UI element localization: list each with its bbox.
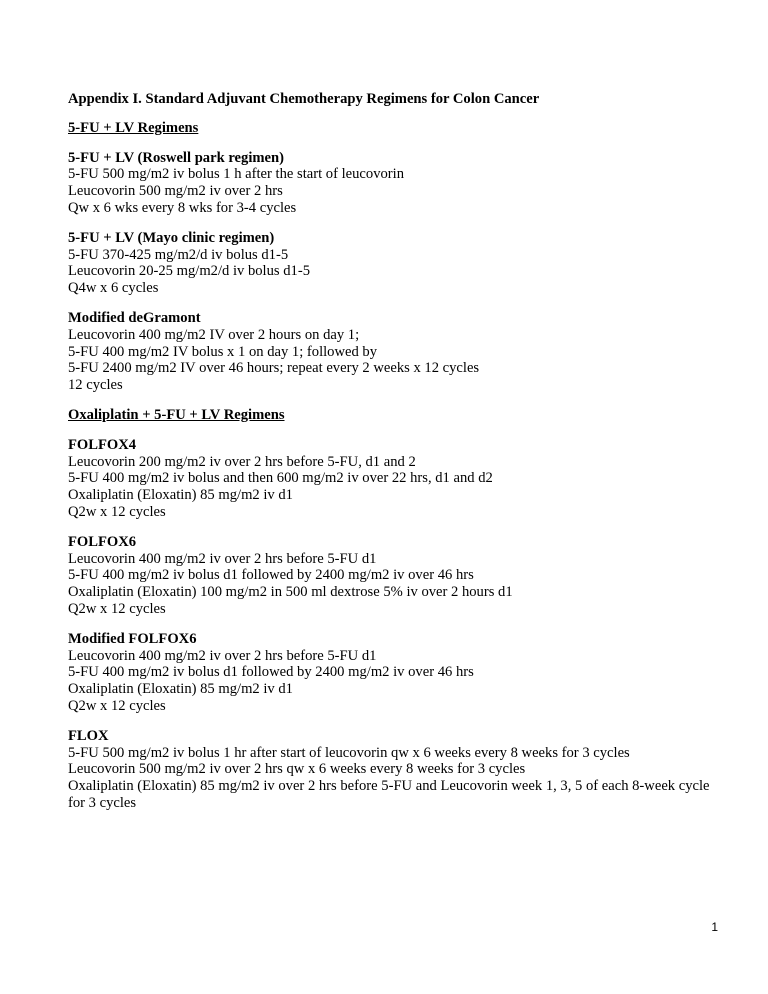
regimen-line: 5-FU 370-425 mg/m2/d iv bolus d1-5 (68, 246, 289, 263)
regimen-name: 5-FU + LV (Mayo clinic regimen) (68, 229, 275, 246)
regimen-name: FOLFOX4 (68, 436, 137, 453)
regimen-line: 12 cycles (68, 377, 123, 394)
document-title: Appendix I. Standard Adjuvant Chemotherapy Regimens for Colon Cancer (68, 91, 540, 107)
regimen-line: 5-FU 400 mg/m2 IV bolus x 1 on day 1; followed by (68, 343, 378, 360)
regimen-line: Oxaliplatin (Eloxatin) 85 mg/m2 iv d1 (68, 487, 293, 504)
regimen-name: Modified FOLFOX6 (68, 630, 197, 647)
regimen-name: Modified deGramont (68, 309, 201, 326)
regimen-line: Oxaliplatin (Eloxatin) 85 mg/m2 iv d1 (68, 681, 293, 698)
regimen-line: Leucovorin 500 mg/m2 iv over 2 hrs (68, 183, 283, 200)
regimen-line: Q2w x 12 cycles (68, 697, 166, 714)
section-heading-5fu-lv: 5-FU + LV Regimens (68, 119, 199, 136)
regimen-line: Q4w x 6 cycles (68, 280, 159, 297)
regimen-line: Q2w x 12 cycles (68, 600, 166, 617)
regimen-name: 5-FU + LV (Roswell park regimen) (68, 149, 284, 166)
regimen-line: 5-FU 400 mg/m2 iv bolus d1 followed by 2400 mg/m2 iv over 46 hrs (68, 567, 474, 584)
regimen-line: Leucovorin 400 mg/m2 IV over 2 hours on day 1; (68, 326, 360, 343)
regimen-modified-degramont (68, 310, 728, 394)
regimen-name: FLOX (68, 727, 109, 744)
regimen-line: Q2w x 12 cycles (68, 503, 166, 520)
regimen-line: Oxaliplatin (Eloxatin) 100 mg/m2 in 500 ml dextrose 5% iv over 2 hours d1 (68, 584, 513, 601)
page-number: 1 (711, 920, 718, 934)
regimen-folfox4 (68, 437, 728, 521)
regimen-line: 5-FU 400 mg/m2 iv bolus and then 600 mg/m2 iv over 22 hrs, d1 and d2 (68, 470, 493, 487)
regimen-line: Leucovorin 400 mg/m2 iv over 2 hrs before 5-FU d1 (68, 647, 377, 664)
document-page (68, 91, 728, 825)
regimen-roswell-park (68, 150, 728, 217)
regimen-line: Qw x 6 wks every 8 wks for 3-4 cycles (68, 199, 297, 216)
regimen-modified-folfox6 (68, 631, 728, 715)
regimen-line: Leucovorin 400 mg/m2 iv over 2 hrs before 5-FU d1 (68, 550, 377, 567)
regimen-line: Leucovorin 20-25 mg/m2/d iv bolus d1-5 (68, 263, 310, 280)
regimen-line: 5-FU 500 mg/m2 iv bolus 1 hr after start of leucovorin qw x 6 weeks every 8 weeks for 3 cycles (68, 744, 630, 761)
regimen-line: 5-FU 2400 mg/m2 IV over 46 hours; repeat every 2 weeks x 12 cycles (68, 360, 480, 377)
regimen-line: 5-FU 400 mg/m2 iv bolus d1 followed by 2400 mg/m2 iv over 46 hrs (68, 664, 474, 681)
regimen-line: Leucovorin 200 mg/m2 iv over 2 hrs before 5-FU, d1 and 2 (68, 453, 416, 470)
regimen-line: Leucovorin 500 mg/m2 iv over 2 hrs qw x 6 weeks every 8 weeks for 3 cycles (68, 761, 526, 778)
regimen-line: 5-FU 500 mg/m2 iv bolus 1 h after the start of leucovorin (68, 166, 405, 183)
regimen-name: FOLFOX6 (68, 533, 137, 550)
regimen-folfox6 (68, 534, 728, 618)
regimen-flox (68, 728, 728, 812)
regimen-mayo-clinic (68, 230, 728, 297)
regimen-line: Oxaliplatin (Eloxatin) 85 mg/m2 iv over 2 hrs before 5-FU and Leucovorin week 1, 3, 5 of each 8-week cycle for 3 cycles (68, 778, 710, 811)
section-heading-oxaliplatin: Oxaliplatin + 5-FU + LV Regimens (68, 406, 285, 423)
